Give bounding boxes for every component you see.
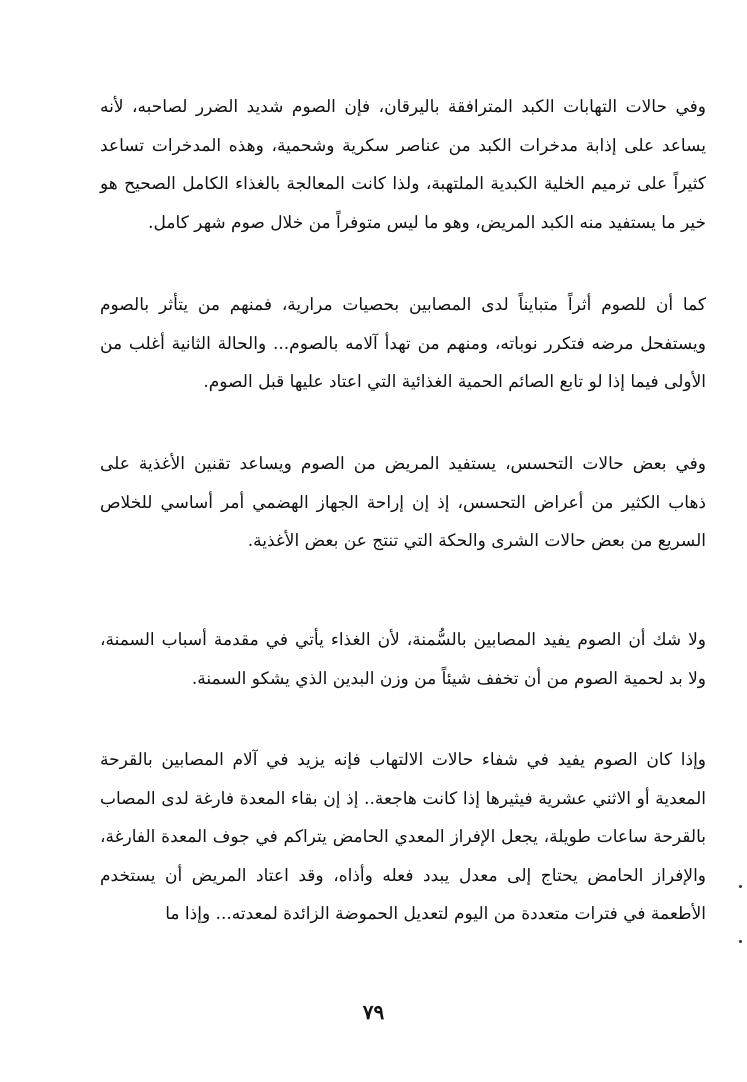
paragraph-gallstones: كما أن للصوم أثراً متبايناً لدى المصابين بحصيات مرارية، فمنهم من يتأثر بالصوم ويستفحل مرضه فتكرر نوباته، ومنهم من تهدأ آلامه بالصوم... والحالة الثانية أغلب من الأولى فيما إذا لو تابع الصائم الحمية الغذائية التي اعتاد عليها قبل الصوم. [100, 295, 706, 392]
paragraph-allergy: وفي بعض حالات التحسس، يستفيد المريض من الصوم ويساعد تقنين الأغذية على ذهاب الكثير من أعراض التحسس، إذ إن إراحة الجهاز الهضمي أمر أساسي للخلاص السريع من بعض حالات الشرى والحكة التي تنتج عن بعض الأغذية. [100, 454, 706, 551]
page-number: ٧٩ [362, 1000, 385, 1024]
margin-mark [739, 885, 742, 888]
paragraph-liver-inflammation: وفي حالات التهابات الكبد المترافقة باليرقان، فإن الصوم شديد الضرر لصاحبه، لأنه يساعد على إذابة مدخرات الكبد من عناصر سكرية وشحمية، وهذه المدخرات تساعد كثيراً على ترميم الخلية الكبدية الملتهبة، ولذا كانت المعالجة بالغذاء الكامل الصحيح هو خير ما يستفيد منه الكبد المريض، وهو ما ليس متوفراً من خلال صوم شهر كامل. [100, 97, 706, 233]
paragraph-ulcer: وإذا كان الصوم يفيد في شفاء حالات الالتهاب فإنه يزيد في آلام المصابين بالقرحة المعدية أو الاثني عشرية فيثيرها إذا كانت هاجعة.. إذ إن بقاء المعدة فارغة لدى المصاب بالقرحة ساعات طويلة، يجعل الإفراز المعدي الحامض يتراكم في جوف المعدة الفارغة، والإفراز الحامض يحتاج إلى معدل يبدد فعله وأذاه، وقد اعتاد المريض أن يستخدم الأطعمة في فترات متعددة من اليوم لتعديل الحموضة الزائدة لمعدته... وإذا ما [100, 750, 706, 924]
paragraph-obesity: ولا شك أن الصوم يفيد المصابين بالسُّمنة، لأن الغذاء يأتي في مقدمة أسباب السمنة، ولا بد لحمية الصوم من أن تخفف شيئاً من وزن البدين الذي يشكو السمنة. [100, 630, 706, 689]
margin-mark [739, 940, 742, 943]
